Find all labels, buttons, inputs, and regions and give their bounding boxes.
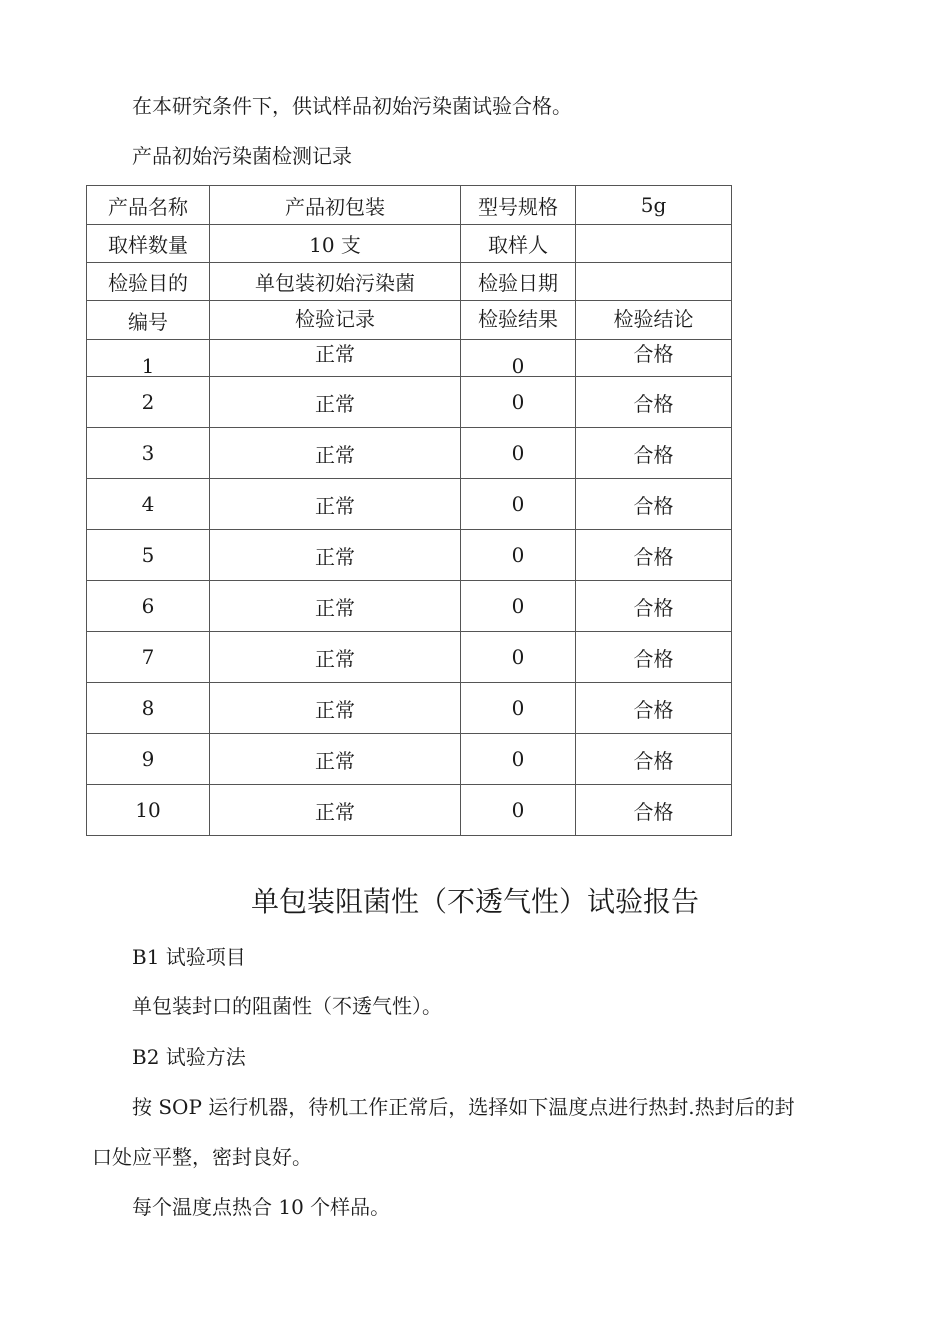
section-b1-heading: B1 试验项目 (132, 945, 246, 969)
value-sample-qty: 10 支 (210, 225, 461, 263)
cell-result: 0 (461, 377, 576, 428)
label-model-spec: 型号规格 (461, 186, 576, 225)
info-row-sampling (87, 225, 732, 263)
cell-conclusion: 合格 (576, 340, 732, 377)
column-header-row (87, 301, 732, 340)
table-caption: 产品初始污染菌检测记录 (132, 144, 352, 168)
cell-number: 2 (87, 377, 210, 428)
header-conclusion: 检验结论 (576, 301, 732, 340)
cell-record: 正常 (210, 530, 461, 581)
cell-conclusion: 合格 (576, 377, 732, 428)
cell-conclusion: 合格 (576, 734, 732, 785)
cell-result: 0 (461, 340, 576, 377)
table-row (87, 632, 732, 683)
value-sampler (576, 225, 732, 263)
cell-record: 正常 (210, 785, 461, 836)
cell-record: 正常 (210, 734, 461, 785)
info-row-purpose (87, 263, 732, 301)
conclusion-text: 在本研究条件下，供试样品初始污染菌试验合格。 (132, 94, 572, 118)
cell-conclusion: 合格 (576, 632, 732, 683)
cell-result: 0 (461, 581, 576, 632)
cell-number: 9 (87, 734, 210, 785)
info-row-product (87, 186, 732, 225)
cell-record: 正常 (210, 479, 461, 530)
table-row (87, 785, 732, 836)
header-record: 检验记录 (210, 301, 461, 340)
cell-number: 7 (87, 632, 210, 683)
cell-conclusion: 合格 (576, 581, 732, 632)
cell-record: 正常 (210, 377, 461, 428)
cell-result: 0 (461, 530, 576, 581)
table-row (87, 340, 732, 377)
label-purpose: 检验目的 (87, 263, 210, 301)
report-title: 单包装阻菌性（不透气性）试验报告 (250, 885, 699, 918)
cell-result: 0 (461, 479, 576, 530)
value-purpose: 单包装初始污染菌 (210, 263, 461, 301)
section-b2-heading: B2 试验方法 (132, 1045, 246, 1069)
cell-conclusion: 合格 (576, 785, 732, 836)
cell-number: 5 (87, 530, 210, 581)
cell-number: 10 (87, 785, 210, 836)
table-row (87, 530, 732, 581)
cell-result: 0 (461, 428, 576, 479)
cell-record: 正常 (210, 683, 461, 734)
label-product-name: 产品名称 (87, 186, 210, 225)
header-result: 检验结果 (461, 301, 576, 340)
header-number: 编号 (87, 301, 210, 340)
cell-result: 0 (461, 632, 576, 683)
section-b2-sample-note: 每个温度点热合 10 个样品。 (132, 1195, 391, 1219)
cell-record: 正常 (210, 581, 461, 632)
table-row (87, 581, 732, 632)
inspection-record-table (86, 185, 732, 836)
cell-conclusion: 合格 (576, 428, 732, 479)
label-inspection-date: 检验日期 (461, 263, 576, 301)
label-sampler: 取样人 (461, 225, 576, 263)
value-model-spec: 5g (576, 186, 732, 225)
cell-record: 正常 (210, 340, 461, 377)
table-row (87, 428, 732, 479)
table-row (87, 683, 732, 734)
table-row (87, 479, 732, 530)
value-inspection-date (576, 263, 732, 301)
cell-number: 4 (87, 479, 210, 530)
cell-number: 3 (87, 428, 210, 479)
cell-result: 0 (461, 683, 576, 734)
cell-conclusion: 合格 (576, 479, 732, 530)
section-b2-text-line1: 按 SOP 运行机器，待机工作正常后，选择如下温度点进行热封.热封后的封 (132, 1095, 795, 1119)
cell-record: 正常 (210, 632, 461, 683)
cell-result: 0 (461, 785, 576, 836)
label-sample-qty: 取样数量 (87, 225, 210, 263)
section-b2-text-line2: 口处应平整，密封良好。 (92, 1145, 312, 1169)
cell-conclusion: 合格 (576, 530, 732, 581)
table-row (87, 377, 732, 428)
table-row (87, 734, 732, 785)
cell-number: 1 (87, 340, 210, 377)
section-b1-text: 单包装封口的阻菌性（不透气性）。 (132, 994, 442, 1018)
cell-record: 正常 (210, 428, 461, 479)
cell-conclusion: 合格 (576, 683, 732, 734)
cell-result: 0 (461, 734, 576, 785)
cell-number: 8 (87, 683, 210, 734)
cell-number: 6 (87, 581, 210, 632)
value-product-name: 产品初包装 (210, 186, 461, 225)
